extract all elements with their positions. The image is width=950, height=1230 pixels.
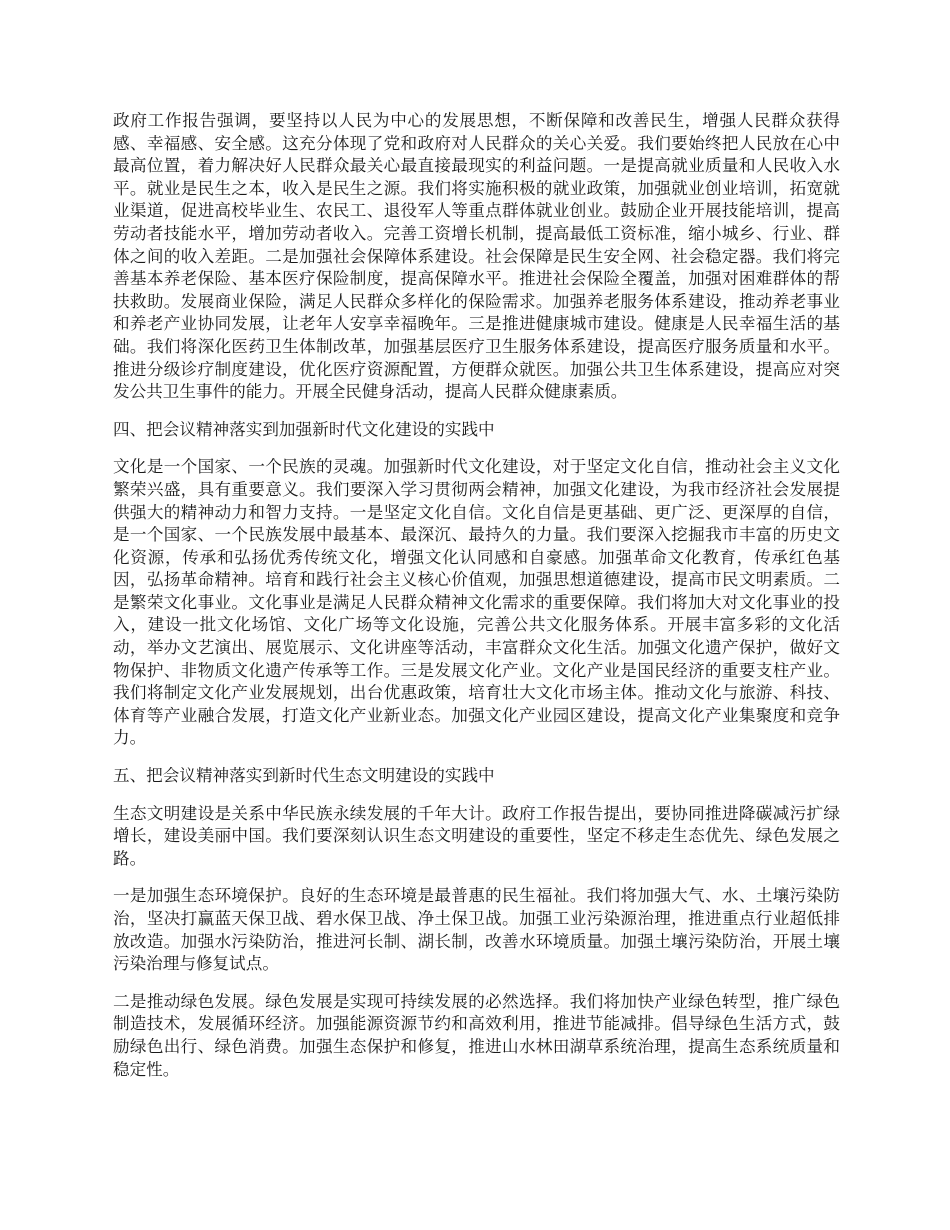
- document-body: [113, 110, 840, 1096]
- section-heading-ecology: 五、把会议精神落实到新时代生态文明建设的实践中: [113, 766, 495, 786]
- section-heading-culture: 四、把会议精神落实到加强新时代文化建设的实践中: [113, 419, 495, 439]
- paragraph-ecology-intro: 生态文明建设是关系中华民族永续发展的千年大计。政府工作报告提出，要协同推进降碳减污扩绿增长，建设美丽中国。我们要深刻认识生态文明建设的重要性，坚定不移走生态优先、绿色发展之路。: [113, 803, 840, 868]
- paragraph-green-development: 二是推动绿色发展。绿色发展是实现可持续发展的必然选择。我们将加快产业绿色转型，推广绿色制造技术，发展循环经济。加强能源资源节约和高效利用，推进节能减排。倡导绿色生活方式，鼓励绿色出行、绿色消费。加强生态保护和修复，推进山水林田湖草系统治理，提高生态系统质量和稳定性。: [113, 991, 840, 1079]
- paragraph-livelihood: 政府工作报告强调，要坚持以人民为中心的发展思想，不断保障和改善民生，增强人民群众获得感、幸福感、安全感。这充分体现了党和政府对人民群众的关心关爱。我们要始终把人民放在心中最高位置，着力解决好人民群众最关心最直接最现实的利益问题。一是提高就业质量和人民收入水平。就业是民生之本，收入是民生之源。我们将实施积极的就业政策，加强就业创业培训，拓宽就业渠道，促进高校毕业生、农民工、退役军人等重点群体就业创业。鼓励企业开展技能培训，提高劳动者技能水平，增加劳动者收入。完善工资增长机制，提高最低工资标准，缩小城乡、行业、群体之间的收入差距。二是加强社会保障体系建设。社会保障是民生安全网、社会稳定器。我们将完善基本养老保险、基本医疗保险制度，提高保障水平。推进社会保险全覆盖，加强对困难群体的帮扶救助。发展商业保险，满足人民群众多样化的保险需求。加强养老服务体系建设，推动养老事业和养老产业协同发展，让老年人安享幸福晚年。三是推进健康城市建设。健康是人民幸福生活的基础。我们将深化医药卫生体制改革，加强基层医疗卫生服务体系建设，提高医疗服务质量和水平。推进分级诊疗制度建设，优化医疗资源配置，方便群众就医。加强公共卫生体系建设，提高应对突发公共卫生事件的能力。开展全民健身活动，提高人民群众健康素质。: [113, 111, 840, 402]
- paragraph-culture: 文化是一个国家、一个民族的灵魂。加强新时代文化建设，对于坚定文化自信，推动社会主义文化繁荣兴盛，具有重要意义。我们要深入学习贯彻两会精神，加强文化建设，为我市经济社会发展提供强大的精神动力和智力支持。一是坚定文化自信。文化自信是更基础、更广泛、更深厚的自信，是一个国家、一个民族发展中最基本、最深沉、最持久的力量。我们要深入挖掘我市丰富的历史文化资源，传承和弘扬优秀传统文化，增强文化认同感和自豪感。加强革命文化教育，传承红色基因，弘扬革命精神。培育和践行社会主义核心价值观，加强思想道德建设，提高市民文明素质。二是繁荣文化事业。文化事业是满足人民群众精神文化需求的重要保障。我们将加大对文化事业的投入，建设一批文化场馆、文化广场等文化设施，完善公共文化服务体系。开展丰富多彩的文化活动，举办文艺演出、展览展示、文化讲座等活动，丰富群众文化生活。加强文化遗产保护，做好文物保护、非物质文化遗产传承等工作。三是发展文化产业。文化产业是国民经济的重要支柱产业。我们将制定文化产业发展规划，出台优惠政策，培育壮大文化市场主体。推动文化与旅游、科技、体育等产业融合发展，打造文化产业新业态。加强文化产业园区建设，提高文化产业集聚度和竞争力。: [113, 457, 840, 748]
- paragraph-environment-protection: 一是加强生态环境保护。良好的生态环境是最普惠的民生福祉。我们将加强大气、水、土壤污染防治，坚决打赢蓝天保卫战、碧水保卫战、净土保卫战。加强工业污染源治理，推进重点行业超低排放改造。加强水污染防治，推进河长制、湖长制，改善水环境质量。加强土壤污染防治，开展土壤污染治理与修复试点。: [113, 886, 840, 974]
